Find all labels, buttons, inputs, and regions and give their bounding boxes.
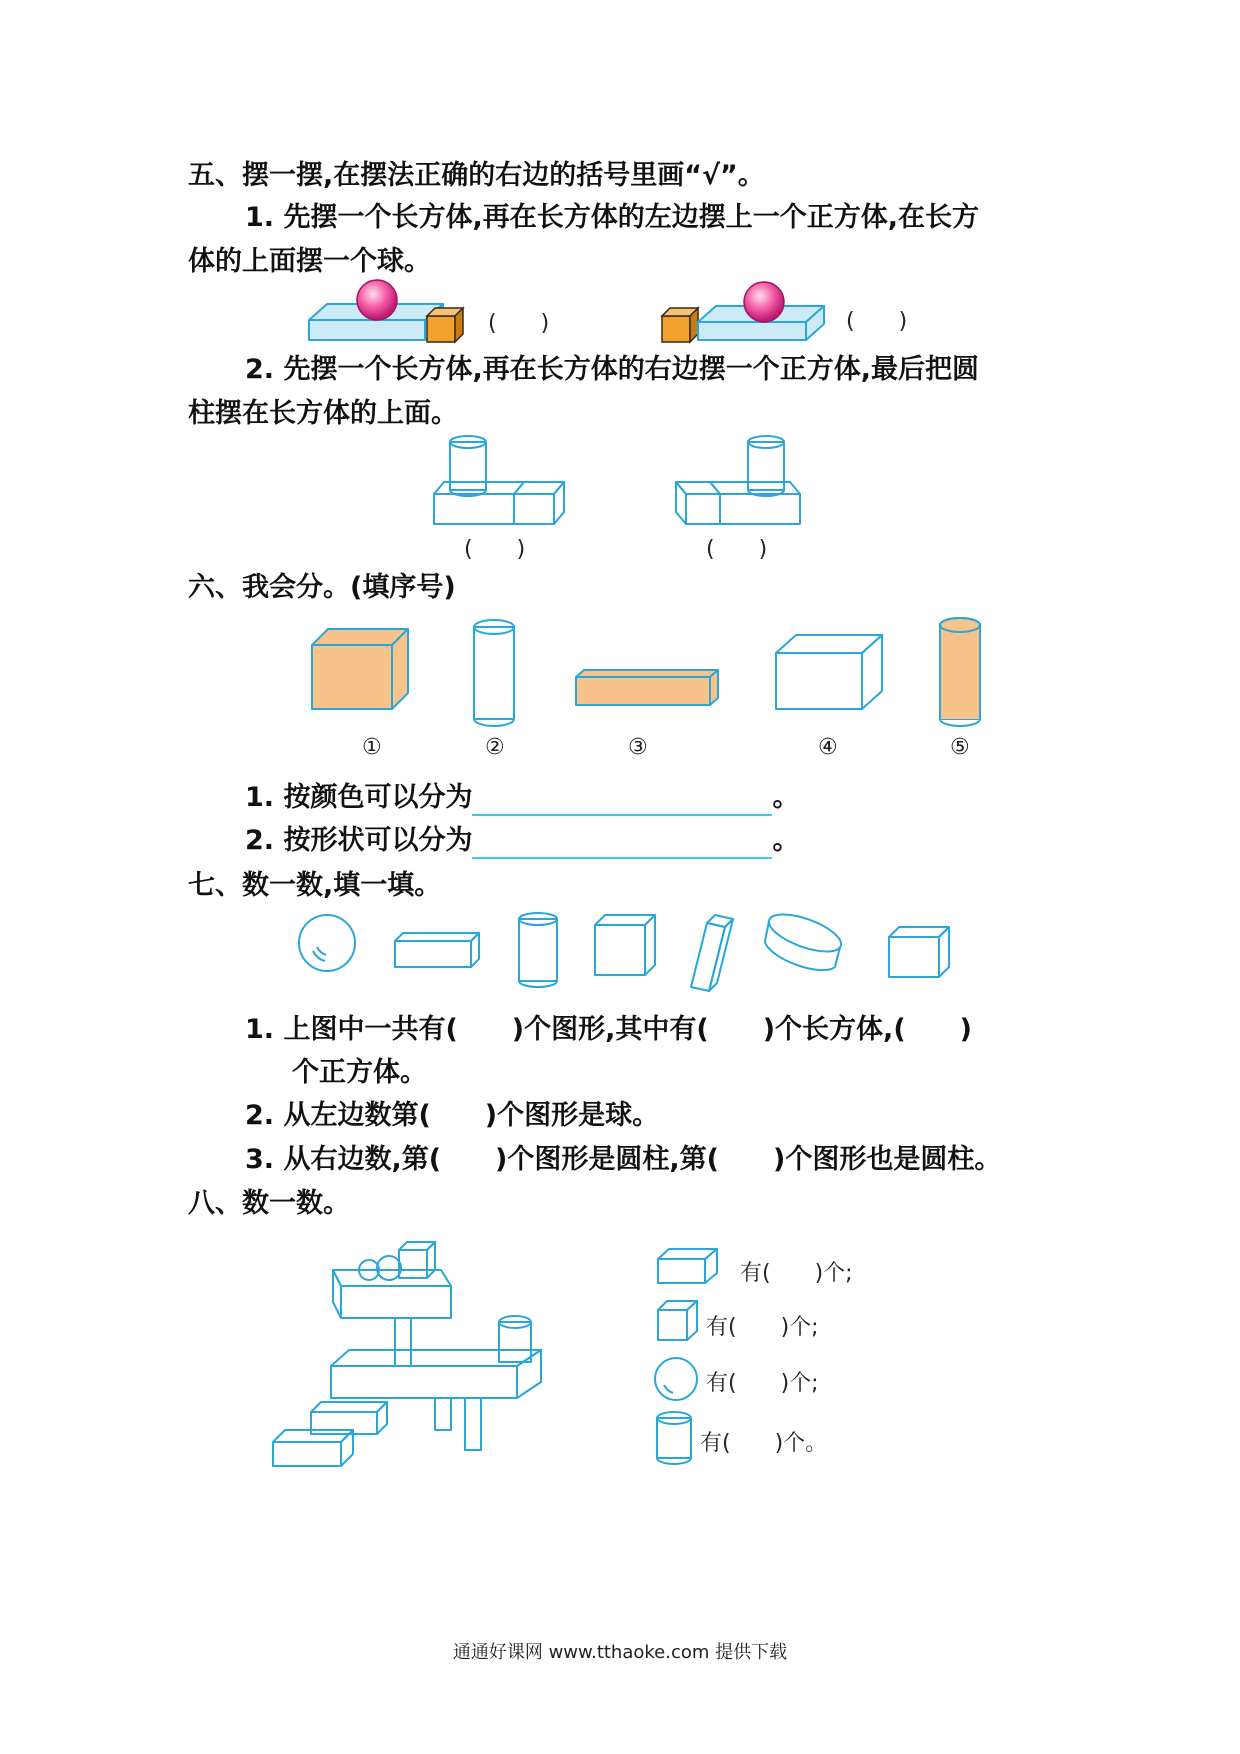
- q6-2-text: 2. 按形状可以分为: [245, 825, 473, 856]
- section7-title: 七、数一数,填一填。: [188, 870, 442, 901]
- q5-1-option-b-figure: [660, 278, 840, 348]
- count-cuboid[interactable]: 有( )个;: [740, 1261, 853, 1286]
- shape-label-3: ③: [628, 735, 648, 760]
- q5-2-text: 2. 先摆一个长方体,再在长方体的右边摆一个正方体,最后把圆: [245, 354, 979, 385]
- shape-2-white-cylinder: [474, 620, 514, 726]
- section6-title: 六、我会分。(填序号): [188, 572, 456, 603]
- cube-icon: [655, 1298, 701, 1344]
- count-sphere[interactable]: 有( )个;: [706, 1371, 819, 1396]
- shape-label-5: ⑤: [950, 735, 970, 760]
- q5-1-text-cont: 体的上面摆一个球。: [188, 246, 431, 277]
- s7-flat-box: [395, 933, 479, 967]
- q6-1-end: 。: [772, 782, 800, 813]
- q5-2-option-a-paren[interactable]: ( ): [464, 537, 526, 562]
- q6-2: [245, 823, 799, 859]
- q7-3-text: 3. 从右边数,第( )个图形是圆柱,第( )个图形也是圆柱。: [245, 1144, 1002, 1175]
- footer-credit: 通通好课网 www.tthaoke.com 提供下载: [452, 1642, 788, 1663]
- q7-1-text: 1. 上图中一共有( )个图形,其中有( )个长方体,( ): [245, 1014, 972, 1045]
- q5-1-option-b-paren[interactable]: ( ): [846, 309, 908, 334]
- q5-2-option-a-figure: [430, 432, 565, 532]
- q5-1-text: 1. 先摆一个长方体,再在长方体的左边摆上一个正方体,在长方: [245, 202, 979, 233]
- q5-2-text-cont: 柱摆在长方体的上面。: [188, 398, 458, 429]
- count-cylinder[interactable]: 有( )个。: [700, 1431, 828, 1456]
- q6-2-end: 。: [772, 825, 800, 856]
- cylinder-icon: [653, 1410, 699, 1466]
- q5-2-option-b-paren[interactable]: ( ): [706, 537, 768, 562]
- s7-sphere: [299, 915, 355, 971]
- shape-1-orange-box: [312, 629, 408, 709]
- s7-tilted-cylinder: [765, 907, 846, 970]
- q5-1-option-a-paren[interactable]: ( ): [488, 311, 550, 336]
- shape-3-orange-bar: [576, 670, 718, 705]
- count-cube[interactable]: 有( )个;: [706, 1315, 819, 1340]
- q6-1: [245, 780, 799, 816]
- s7-tilted-bar: [691, 915, 733, 991]
- q7-1-text-cont: 个正方体。: [292, 1057, 427, 1088]
- s7-box: [889, 927, 949, 977]
- section6-shapes: [300, 615, 1000, 730]
- sphere-icon: [653, 1355, 703, 1405]
- q6-1-text: 1. 按颜色可以分为: [245, 782, 473, 813]
- q5-1-option-a-figure: [305, 278, 485, 348]
- section5-title: 五、摆一摆,在摆法正确的右边的括号里画“√”。: [188, 160, 765, 191]
- section7-shapes: [295, 905, 1015, 995]
- s7-cube: [595, 915, 655, 975]
- shape-label-2: ②: [485, 735, 505, 760]
- shape-5-orange-cylinder: [940, 618, 980, 726]
- shape-label-4: ④: [818, 735, 838, 760]
- shape-label-1: ①: [362, 735, 382, 760]
- q6-2-answer-blank[interactable]: [472, 829, 772, 859]
- cuboid-icon: [655, 1245, 721, 1287]
- shape-4-white-box: [776, 635, 882, 709]
- s7-cylinder: [519, 913, 557, 987]
- q7-2-text: 2. 从左边数第( )个图形是球。: [245, 1100, 660, 1131]
- section8-title: 八、数一数。: [188, 1188, 350, 1219]
- q6-1-answer-blank[interactable]: [472, 786, 772, 816]
- section8-structure: [265, 1230, 565, 1470]
- q5-2-option-b-figure: [672, 432, 807, 532]
